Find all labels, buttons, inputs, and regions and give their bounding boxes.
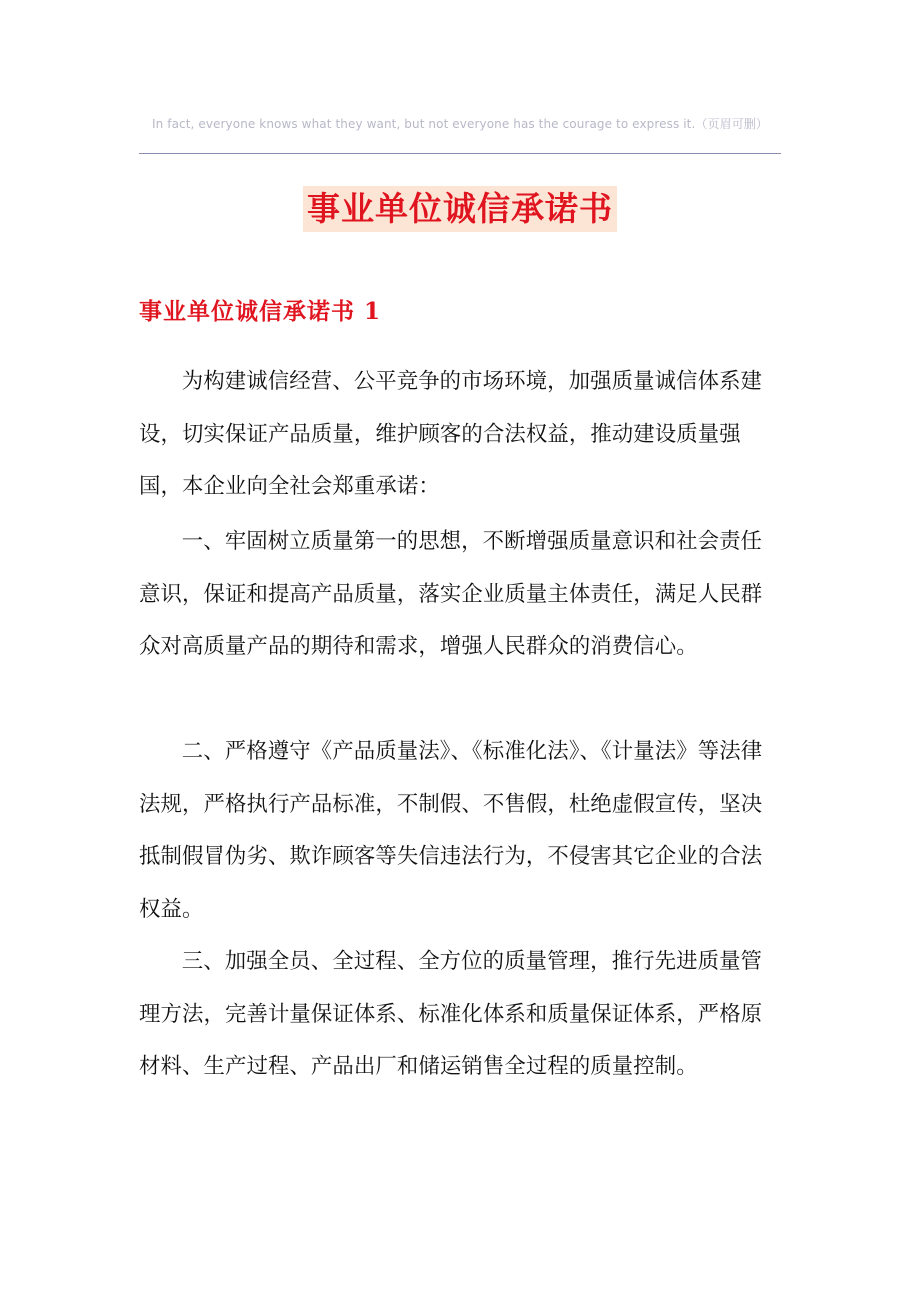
- section-heading: 事业单位诚信承诺书 1: [139, 298, 382, 325]
- paragraph-block: [139, 726, 781, 936]
- commitment-paragraph-1: 一、牢固树立质量第一的思想，不断增强质量意识和社会责任意识，保证和提高产品质量，落实企业质量主体责任，满足人民群众对高质量产品的期待和需求，增强人民群众的消费信心。: [139, 529, 763, 659]
- paragraph-block: [139, 356, 781, 514]
- intro-paragraph: 为构建诚信经营、公平竞争的市场环境，加强质量诚信体系建设，切实保证产品质量，维护顾客的合法权益，推动建设质量强国，本企业向全社会郑重承诺：: [139, 369, 763, 499]
- title-container: [0, 186, 920, 232]
- commitment-paragraph-2: 二、严格遵守《产品质量法》、《标准化法》、《计量法》等法律法规，严格执行产品标准，不制假、不售假，杜绝虚假宣传，坚决抵制假冒伪劣、欺诈顾客等失信违法行为，不侵害其它企业的合法权益。: [139, 739, 763, 922]
- commitment-paragraph-3: 三、加强全员、全过程、全方位的质量管理，推行先进质量管理方法，完善计量保证体系、标准化体系和质量保证体系，严格原材料、生产过程、产品出厂和储运销售全过程的质量控制。: [139, 949, 763, 1079]
- header-divider: [139, 153, 781, 154]
- paragraph-block: [139, 936, 781, 1094]
- paragraph-block: [139, 516, 781, 674]
- document-title: 事业单位诚信承诺书: [303, 186, 617, 232]
- page-header-note: In fact, everyone knows what they want, but not everyone has the courage to express it.（页眉可删）: [151, 117, 768, 131]
